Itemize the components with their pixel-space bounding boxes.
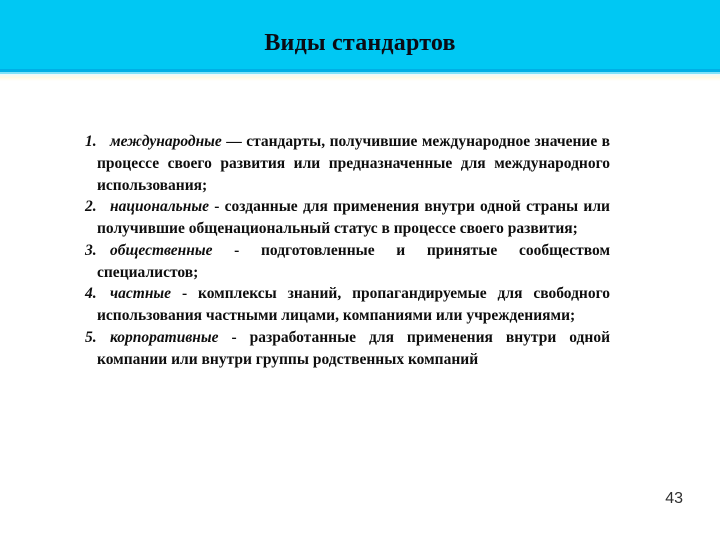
list-item-term: корпоративные [110,328,219,346]
slide-body [85,131,610,370]
list-item-term: частные [110,285,172,303]
list-item-term: международные [110,133,222,150]
list-item-text [97,240,610,284]
list-item [85,240,610,284]
list-item-number: 3. [85,241,97,259]
list-item-number: 1. [85,133,97,150]
page-number: 43 [665,490,683,507]
list-item-number: 4. [85,285,97,303]
standards-list [85,131,610,370]
list-item-description: - подготовленные и принятые сообществом специалистов; [97,241,610,281]
slide-header [0,0,720,69]
header-stripe-cream [0,74,720,81]
list-item-description: — стандарты, получившие международное значение в процессе своего развития или предназначенные для международного использования; [97,133,611,194]
list-item-description: - созданные для применения внутри одной страны или получившие общенациональный статус в процессе своего развития; [97,198,610,237]
list-item-term: национальные [110,198,209,216]
list-item-number: 5. [85,328,97,346]
list-item-text [97,283,610,327]
list-item [85,196,610,240]
list-item-description: - комплексы знаний, пропагандируемые для свободного использования частными лицами, компаниями или учреждениями; [97,285,610,324]
list-item [85,283,610,327]
list-item [85,327,610,371]
list-item [85,131,610,196]
list-item-term: общественные [110,241,213,259]
list-item-description: - разработанные для применения внутри одной компании или внутри группы родственных компаний [97,328,611,368]
list-item-text [97,196,610,240]
list-item-number: 2. [85,198,97,216]
list-item-text [97,327,610,371]
list-item-text [97,131,610,196]
slide-title: Виды стандартов [264,30,456,56]
